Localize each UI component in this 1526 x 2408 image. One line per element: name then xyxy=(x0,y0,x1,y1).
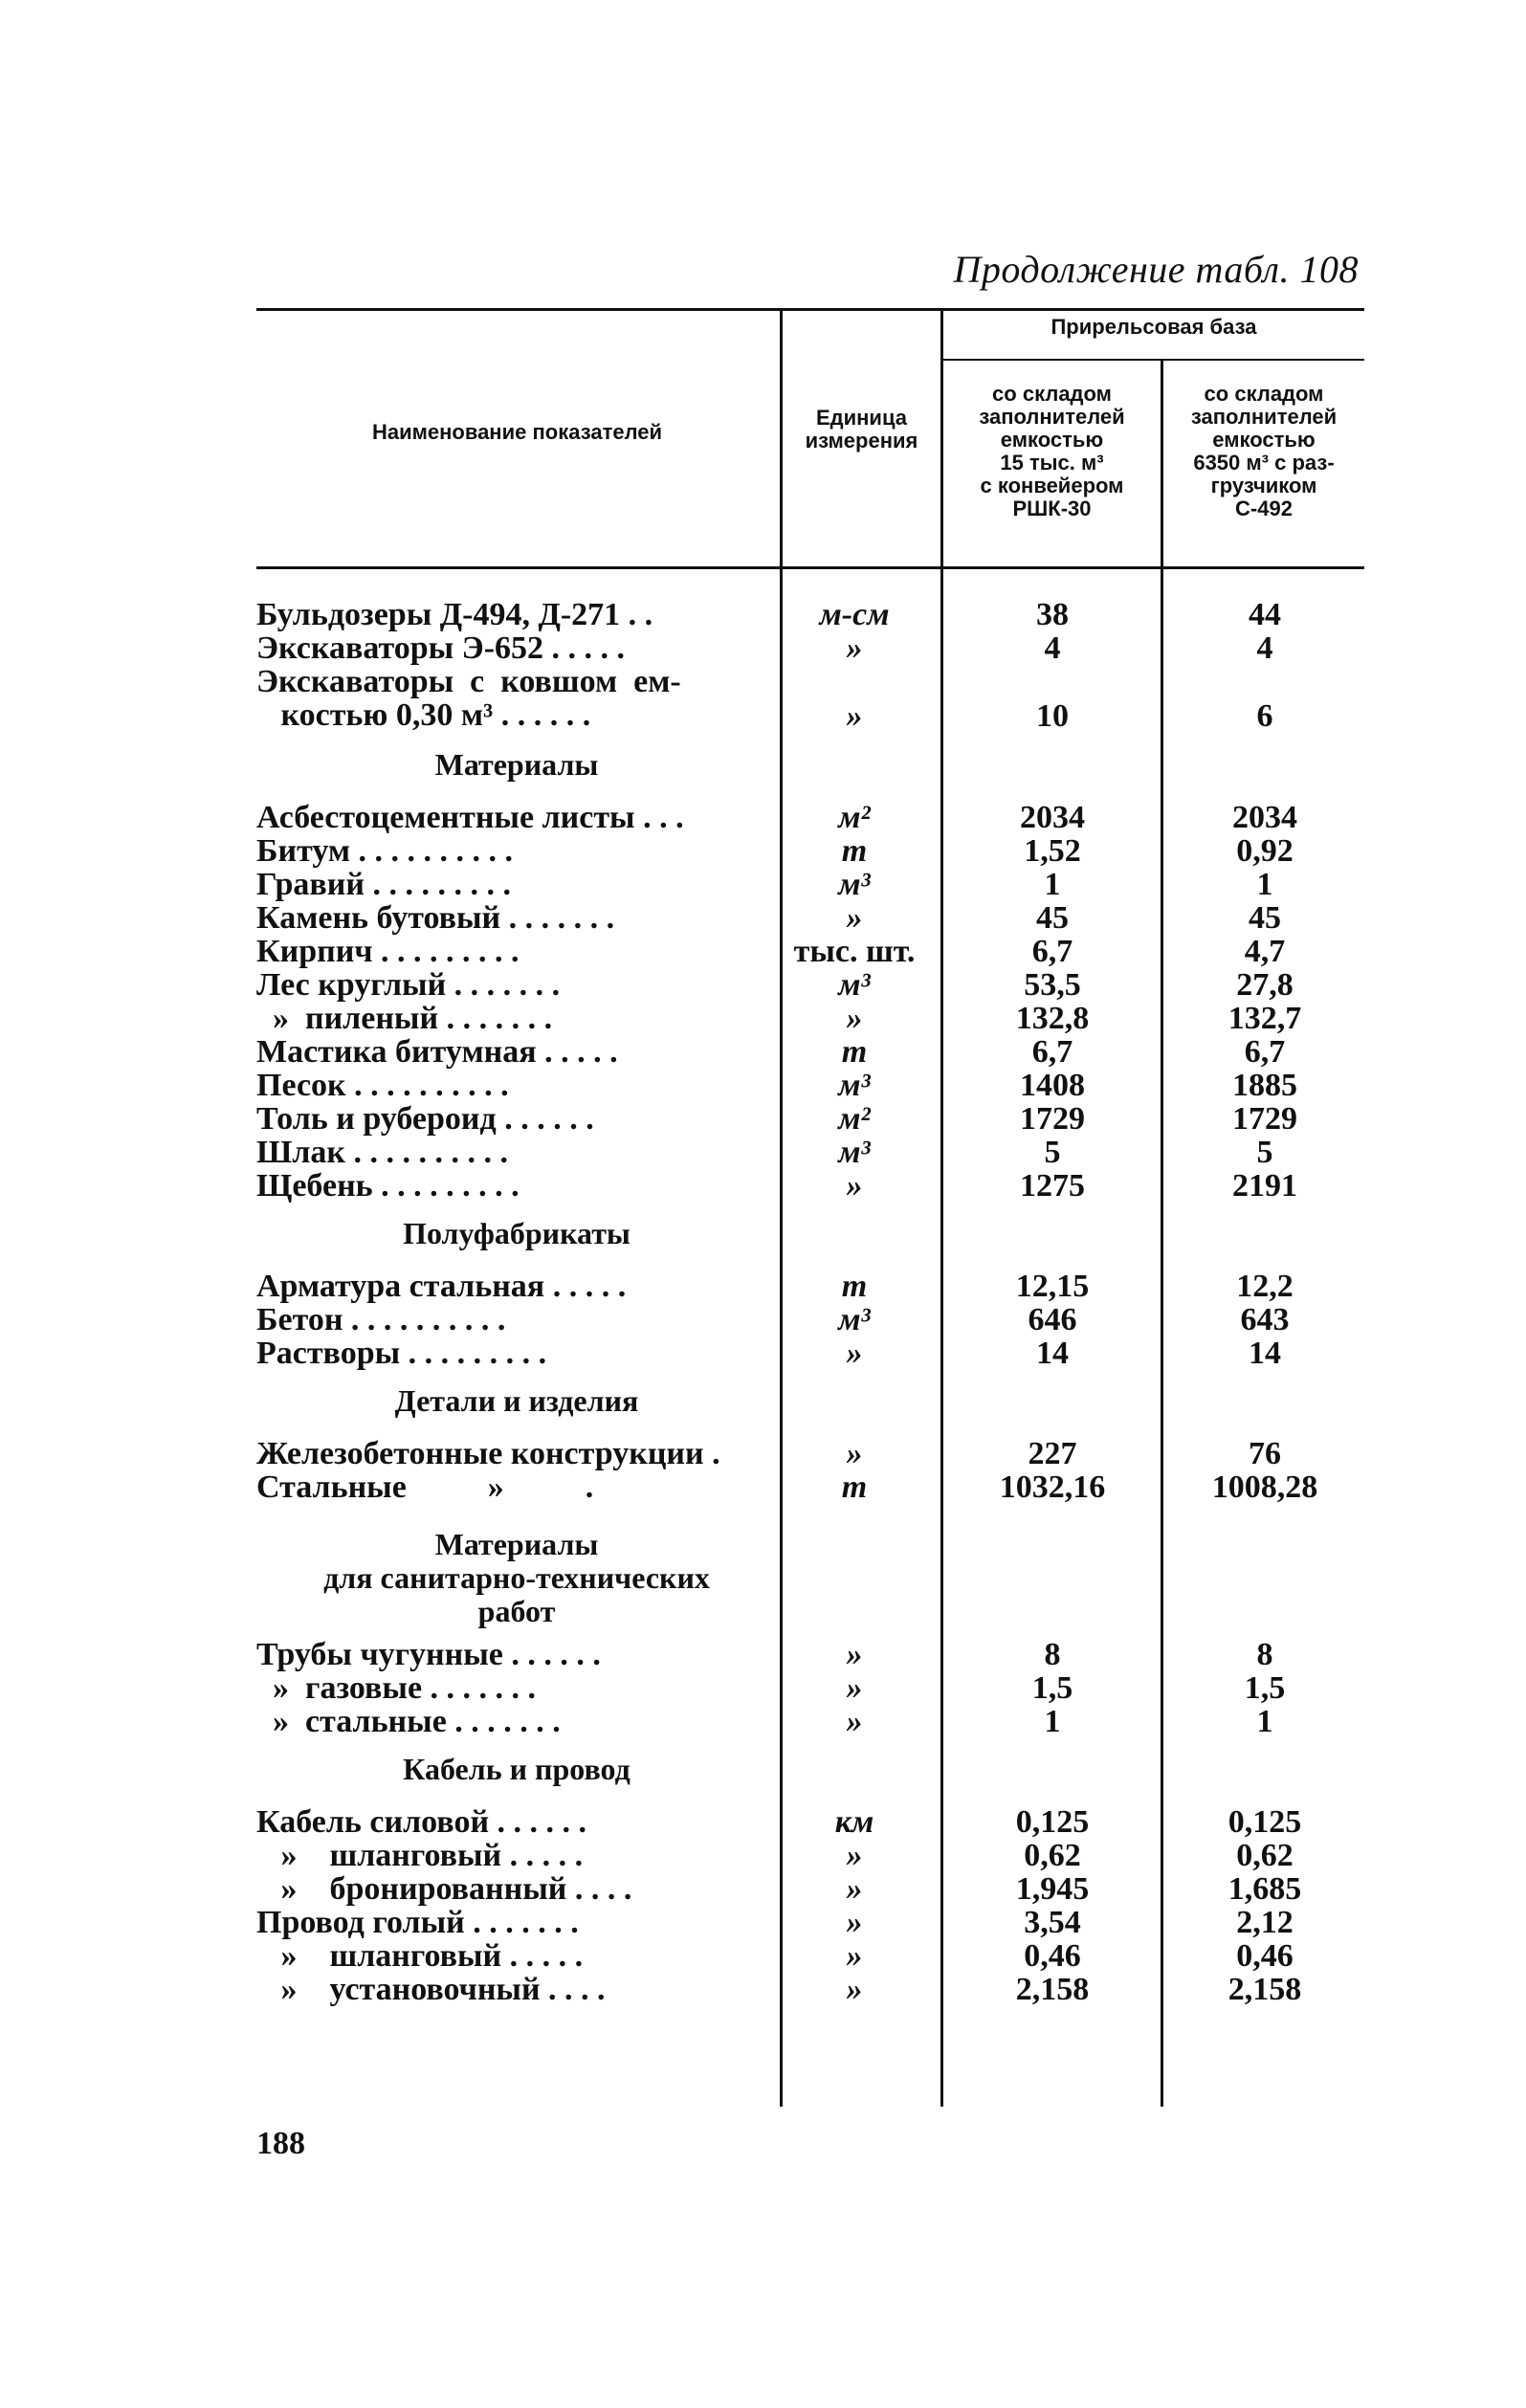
row-unit: м³ xyxy=(838,967,871,1003)
row-unit: т xyxy=(841,1034,868,1070)
table-row xyxy=(0,935,1526,968)
row-value-2: 0,125 xyxy=(1227,1804,1302,1840)
row-value-2: 14 xyxy=(1249,1336,1281,1371)
row-unit: м³ xyxy=(838,1068,871,1103)
row-value-1: 1729 xyxy=(1020,1101,1085,1137)
table-body xyxy=(0,598,1526,2006)
table-caption: Продолжение табл. 108 xyxy=(953,248,1359,291)
header-bottom-rule xyxy=(256,566,1364,569)
row-value-2: 12,2 xyxy=(1236,1269,1294,1304)
row-value-2: 1729 xyxy=(1232,1101,1297,1137)
row-unit: » xyxy=(846,1972,863,2007)
section-title: Детали и изделия xyxy=(394,1383,639,1418)
row-value-1: 4 xyxy=(1044,630,1061,666)
header-col-unit xyxy=(783,407,940,453)
row-value-2: 27,8 xyxy=(1236,967,1294,1003)
row-value-2: 5 xyxy=(1256,1135,1273,1170)
table-row xyxy=(0,868,1526,901)
section-title-line: для санитарно-технических xyxy=(323,1560,710,1595)
row-name-line: костью 0,30 м³ . . . . . . xyxy=(256,697,591,732)
table-row xyxy=(0,1939,1526,1973)
row-name: Растворы . . . . . . . . . xyxy=(256,1337,547,1370)
section-title: Материалы xyxy=(434,747,599,782)
row-value-2: 2,12 xyxy=(1236,1905,1294,1940)
row-value-1: 1408 xyxy=(1020,1068,1085,1103)
row-name: Железобетонные конструкции . xyxy=(256,1437,720,1470)
row-name: Лес круглый . . . . . . . xyxy=(256,968,561,1002)
row-name: Толь и рубероид . . . . . . xyxy=(256,1102,594,1136)
row-name: Провод голый . . . . . . . xyxy=(256,1906,579,1939)
row-name: Бульдозеры Д-494, Д-271 . . xyxy=(256,598,653,631)
row-value-1: 14 xyxy=(1036,1336,1069,1371)
header-v2-line: заполнителей xyxy=(1190,405,1338,429)
row-unit: » xyxy=(846,1871,863,1907)
row-value-1: 10 xyxy=(1036,698,1069,734)
row-name: » бронированный . . . . xyxy=(256,1872,632,1906)
header-v2-line: 6350 м³ с раз- xyxy=(1193,451,1335,475)
row-unit: м³ xyxy=(838,867,871,902)
table-row xyxy=(0,665,1526,734)
row-name: » стальные . . . . . . . xyxy=(256,1705,561,1738)
row-unit: т xyxy=(841,833,868,869)
row-value-2: 0,92 xyxy=(1236,833,1294,869)
table-row xyxy=(0,1872,1526,1906)
row-name: Кирпич . . . . . . . . . xyxy=(256,935,520,968)
table-row xyxy=(0,1337,1526,1370)
row-unit: км xyxy=(834,1804,874,1840)
row-name xyxy=(256,665,765,732)
row-value-1: 2034 xyxy=(1020,800,1085,835)
table-row xyxy=(0,598,1526,631)
row-value-1: 38 xyxy=(1036,597,1069,632)
table-row xyxy=(0,1002,1526,1035)
row-value-1: 1275 xyxy=(1020,1168,1085,1204)
row-value-1: 227 xyxy=(1028,1436,1077,1471)
row-unit: » xyxy=(846,698,863,734)
row-value-2: 1 xyxy=(1256,867,1273,902)
row-value-1: 6,7 xyxy=(1031,934,1073,969)
row-unit: тыс. шт. xyxy=(793,934,916,969)
row-name: » газовые . . . . . . . xyxy=(256,1671,537,1705)
row-unit: » xyxy=(846,1670,863,1706)
section-title: Кабель и провод xyxy=(403,1752,630,1786)
row-value-1: 0,46 xyxy=(1024,1938,1081,1974)
row-name: » установочный . . . . xyxy=(256,1973,606,2006)
row-value-2: 2,158 xyxy=(1227,1972,1302,2007)
row-value-2: 44 xyxy=(1249,597,1281,632)
row-unit: » xyxy=(846,1336,863,1371)
row-value-1: 1,945 xyxy=(1015,1871,1090,1907)
row-name: » шланговый . . . . . xyxy=(256,1839,584,1872)
row-value-2: 1,685 xyxy=(1227,1871,1302,1907)
row-name: Гравий . . . . . . . . . xyxy=(256,868,511,901)
row-unit: т xyxy=(841,1469,868,1505)
row-value-2: 132,7 xyxy=(1227,1001,1302,1036)
row-value-1: 2,158 xyxy=(1015,1972,1090,2007)
row-value-2: 0,46 xyxy=(1236,1938,1294,1974)
header-v2-line: емкостью xyxy=(1212,428,1316,452)
row-unit: м² xyxy=(838,1101,871,1137)
section-heading-row xyxy=(0,1504,1526,1638)
row-unit: » xyxy=(846,630,863,666)
row-value-1: 1 xyxy=(1044,1704,1061,1739)
row-name: Камень бутовый . . . . . . . xyxy=(256,901,615,935)
table-row xyxy=(0,1973,1526,2006)
table-row xyxy=(0,631,1526,665)
header-v2-line: грузчиком xyxy=(1210,474,1317,497)
row-unit: м³ xyxy=(838,1302,871,1337)
row-value-2: 76 xyxy=(1249,1436,1281,1471)
top-rule xyxy=(256,308,1364,311)
header-v2-line: С-492 xyxy=(1235,497,1293,520)
row-name: » шланговый . . . . . xyxy=(256,1939,584,1973)
row-value-1: 0,125 xyxy=(1015,1804,1090,1840)
row-value-2: 6,7 xyxy=(1244,1034,1286,1070)
header-v1-line: заполнителей xyxy=(979,405,1125,429)
row-unit: м-см xyxy=(819,597,890,632)
section-heading-row xyxy=(0,1370,1526,1437)
header-unit-line: Единица xyxy=(815,406,907,430)
table-row xyxy=(0,1303,1526,1337)
row-unit: » xyxy=(846,1637,863,1672)
row-value-2: 1008,28 xyxy=(1211,1469,1318,1505)
row-value-1: 6,7 xyxy=(1031,1034,1073,1070)
row-value-1: 0,62 xyxy=(1024,1838,1081,1873)
header-v1-line: РШК-30 xyxy=(1012,497,1092,520)
section-heading-row xyxy=(0,1738,1526,1805)
row-name: Трубы чугунные . . . . . . xyxy=(256,1638,601,1671)
row-value-1: 8 xyxy=(1044,1637,1061,1672)
row-name: Щебень . . . . . . . . . xyxy=(256,1169,520,1203)
row-unit: » xyxy=(846,1704,863,1739)
table-row xyxy=(0,1805,1526,1839)
row-value-2: 2191 xyxy=(1232,1168,1297,1204)
table-row xyxy=(0,801,1526,834)
row-name: Бетон . . . . . . . . . . xyxy=(256,1303,506,1337)
header-group: Прирельсовая база xyxy=(1051,315,1257,339)
row-value-1: 1,5 xyxy=(1031,1670,1073,1706)
row-name-line: Экскаваторы с ковшом ем- xyxy=(256,665,681,699)
table-row xyxy=(0,1136,1526,1169)
row-name: Асбестоцементные листы . . . xyxy=(256,801,684,834)
table-row xyxy=(0,901,1526,935)
section-title-line: Материалы xyxy=(434,1527,599,1561)
row-unit: м² xyxy=(838,800,871,835)
header-col-name: Наименование показателей xyxy=(371,420,663,444)
row-unit: » xyxy=(846,1838,863,1873)
row-unit: т xyxy=(841,1269,868,1304)
group-rule xyxy=(941,359,1364,361)
table-row xyxy=(0,1906,1526,1939)
row-value-1: 12,15 xyxy=(1015,1269,1090,1304)
table-row xyxy=(0,1069,1526,1102)
table-row xyxy=(0,1470,1526,1504)
row-unit: » xyxy=(846,1905,863,1940)
row-unit: » xyxy=(846,1168,863,1204)
header-unit-line: измерения xyxy=(805,429,918,453)
table-row xyxy=(0,1705,1526,1738)
row-value-2: 2034 xyxy=(1232,800,1297,835)
row-value-1: 646 xyxy=(1028,1302,1077,1337)
row-value-2: 45 xyxy=(1249,900,1281,936)
header-col-v1 xyxy=(943,383,1161,520)
row-unit: » xyxy=(846,1938,863,1974)
page-number: 188 xyxy=(256,2126,305,2161)
table-row xyxy=(0,1169,1526,1203)
table-row xyxy=(0,834,1526,868)
row-unit: » xyxy=(846,1001,863,1036)
row-value-1: 1 xyxy=(1044,867,1061,902)
row-name: » пиленый . . . . . . . xyxy=(256,1002,553,1035)
header-col-v2 xyxy=(1163,383,1364,520)
table-row xyxy=(0,1270,1526,1303)
row-value-2: 8 xyxy=(1256,1637,1273,1672)
row-name: Экскаваторы Э-652 . . . . . xyxy=(256,631,626,665)
row-value-2: 1 xyxy=(1256,1704,1273,1739)
row-value-2: 4,7 xyxy=(1244,934,1286,969)
table-row xyxy=(0,1102,1526,1136)
header-v1-line: с конвейером xyxy=(980,474,1124,497)
row-value-1: 45 xyxy=(1036,900,1069,936)
row-name: Битум . . . . . . . . . . xyxy=(256,834,514,868)
row-value-1: 3,54 xyxy=(1024,1905,1081,1940)
row-name: Песок . . . . . . . . . . xyxy=(256,1069,509,1102)
row-name: Шлак . . . . . . . . . . xyxy=(256,1136,509,1169)
table-row xyxy=(0,1638,1526,1671)
table-row xyxy=(0,1437,1526,1470)
section-title: Полуфабрикаты xyxy=(403,1216,630,1250)
header-v1-line: емкостью xyxy=(1000,428,1104,452)
row-name: Мастика битумная . . . . . xyxy=(256,1035,618,1069)
header-v1-line: 15 тыс. м³ xyxy=(1000,451,1104,475)
table-row xyxy=(0,968,1526,1002)
row-value-1: 5 xyxy=(1044,1135,1061,1170)
row-unit: » xyxy=(846,900,863,936)
header-v1-line: со складом xyxy=(992,382,1112,406)
table-row xyxy=(0,1671,1526,1705)
row-name: Арматура стальная . . . . . xyxy=(256,1270,627,1303)
row-value-1: 53,5 xyxy=(1024,967,1081,1003)
row-value-1: 132,8 xyxy=(1015,1001,1090,1036)
row-value-2: 1885 xyxy=(1232,1068,1297,1103)
header-v2-line: со складом xyxy=(1204,382,1324,406)
row-value-1: 1,52 xyxy=(1024,833,1081,869)
row-value-2: 4 xyxy=(1256,630,1273,666)
row-value-1: 1032,16 xyxy=(999,1469,1106,1505)
row-value-2: 643 xyxy=(1240,1302,1290,1337)
row-unit: м³ xyxy=(838,1135,871,1170)
table-row xyxy=(0,1035,1526,1069)
row-name: Стальные » . xyxy=(256,1470,594,1504)
row-value-2: 1,5 xyxy=(1244,1670,1286,1706)
row-value-2: 6 xyxy=(1256,698,1273,734)
table-row xyxy=(0,1839,1526,1872)
section-heading-row xyxy=(0,734,1526,801)
row-name: Кабель силовой . . . . . . xyxy=(256,1805,587,1839)
section-heading-row xyxy=(0,1203,1526,1270)
section-title xyxy=(258,1528,775,1628)
row-unit: » xyxy=(846,1436,863,1471)
row-value-2: 0,62 xyxy=(1236,1838,1294,1873)
section-title-line: работ xyxy=(477,1594,556,1628)
